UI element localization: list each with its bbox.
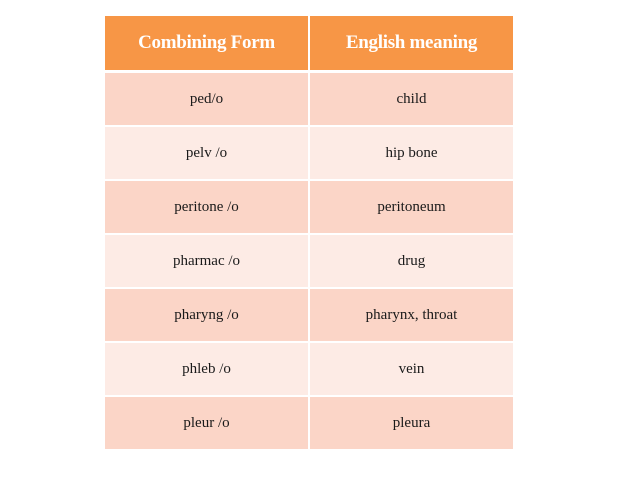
meaning-cell: vein xyxy=(309,342,513,396)
combining-forms-table xyxy=(105,16,513,449)
header-english-meaning: English meaning xyxy=(309,16,513,72)
meaning-cell: child xyxy=(309,72,513,127)
meaning-cell: pharynx, throat xyxy=(309,288,513,342)
combining-form-cell: pharmac /o xyxy=(105,234,309,288)
table-row xyxy=(105,234,513,288)
combining-form-cell: ped/o xyxy=(105,72,309,127)
table-row xyxy=(105,288,513,342)
table-row xyxy=(105,126,513,180)
table-header-row xyxy=(105,16,513,72)
table-row xyxy=(105,180,513,234)
combining-form-cell: pleur /o xyxy=(105,396,309,449)
meaning-cell: peritoneum xyxy=(309,180,513,234)
header-combining-form: Combining Form xyxy=(105,16,309,72)
meaning-cell: drug xyxy=(309,234,513,288)
table-row xyxy=(105,396,513,449)
table-row xyxy=(105,342,513,396)
combining-form-cell: phleb /o xyxy=(105,342,309,396)
combining-form-cell: peritone /o xyxy=(105,180,309,234)
combining-form-cell: pelv /o xyxy=(105,126,309,180)
table-row xyxy=(105,72,513,127)
meaning-cell: hip bone xyxy=(309,126,513,180)
meaning-cell: pleura xyxy=(309,396,513,449)
combining-form-cell: pharyng /o xyxy=(105,288,309,342)
